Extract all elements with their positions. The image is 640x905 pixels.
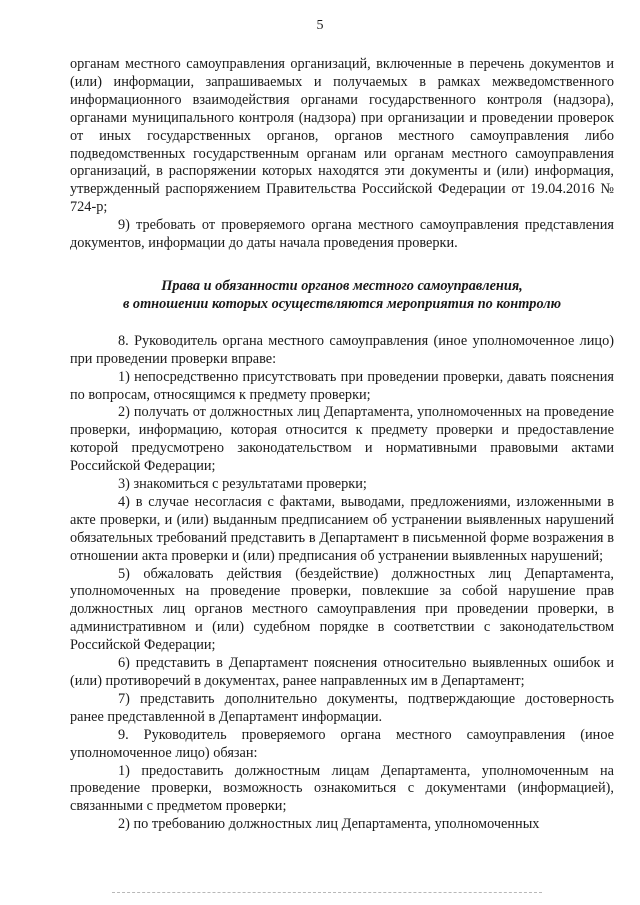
paragraph: 6) представить в Департамент пояснения относительно выявленных ошибок и (или) противоречий в документах, ранее направленных им в Департамент; (70, 655, 614, 689)
section-heading-line: Права и обязанности органов местного самоуправления, (161, 277, 523, 294)
page-number: 5 (316, 18, 324, 33)
section-heading-line: в отношении которых осуществляются мероприятия по контролю (122, 295, 562, 312)
paragraph: 2) по требованию должностных лиц Департамента, уполномоченных (118, 816, 540, 833)
paragraph: 2) получать от должностных лиц Департамента, уполномоченных на проведение проверки, информацию, которая относится к предмету проверки и предоставление которой предусмотрено законодательством и нормативными правовыми актами Российской Федерации; (70, 404, 614, 475)
paragraph: 9. Руководитель проверяемого органа местного самоуправления (иное уполномоченное лицо) обязан: (70, 726, 614, 761)
paragraph: 8. Руководитель органа местного самоуправления (иное уполномоченное лицо) при проведении проверки вправе: (70, 332, 614, 367)
paragraph: 5) обжаловать действия (бездействие) должностных лиц Департамента, уполномоченных на проведение проверки, повлекшие за собой нарушение прав должностных лиц органов местного самоуправления при проведении проверки, в административном и (или) судебном порядке в соответствии с законодательством Российской Федерации; (70, 565, 614, 654)
paragraph: 4) в случае несогласия с фактами, выводами, предложениями, изложенными в акте проверки, и (или) выданным предписанием об устранении выявленных нарушений обязательных требований представить в Департамент в письменной форме возражения в отношении акта проверки и (или) предписания об устранении выявленных нарушений; (70, 493, 614, 564)
page-bottom-divider (112, 892, 542, 893)
section-heading (70, 278, 614, 314)
paragraph: 1) непосредственно присутствовать при проведении проверки, давать пояснения по вопросам, относящимся к предмету проверки; (70, 368, 614, 403)
paragraph: 9) требовать от проверяемого органа местного самоуправления представления документов, информации до даты начала проведения проверки. (70, 217, 614, 252)
paragraph: 7) представить дополнительно документы, подтверждающие достоверность ранее представленной в Департамент информации. (70, 690, 614, 725)
document-body (70, 56, 614, 834)
paragraph: 3) знакомиться с результатами проверки; (118, 476, 367, 493)
paragraph: органам местного самоуправления организаций, включенные в перечень документов и (или) информации, запрашиваемых и получаемых в рамках межведомственного информационного взаимодействия органами государственного контроля (надзора), органами муниципального контроля (надзора) при организации и проведении проверок от иных государственных органов, органов местного самоуправления либо подведомственных государственным органам или органам местного самоуправления организаций, в распоряжении которых находятся эти документы и (или) информация, утвержденный распоряжением Правительства Российской Федерации от 19.04.2016 № 724-р; (70, 56, 614, 216)
paragraph: 1) предоставить должностным лицам Департамента, уполномоченным на проведение проверки, возможность ознакомиться с документами (информацией), связанными с предметом проверки; (70, 762, 614, 815)
